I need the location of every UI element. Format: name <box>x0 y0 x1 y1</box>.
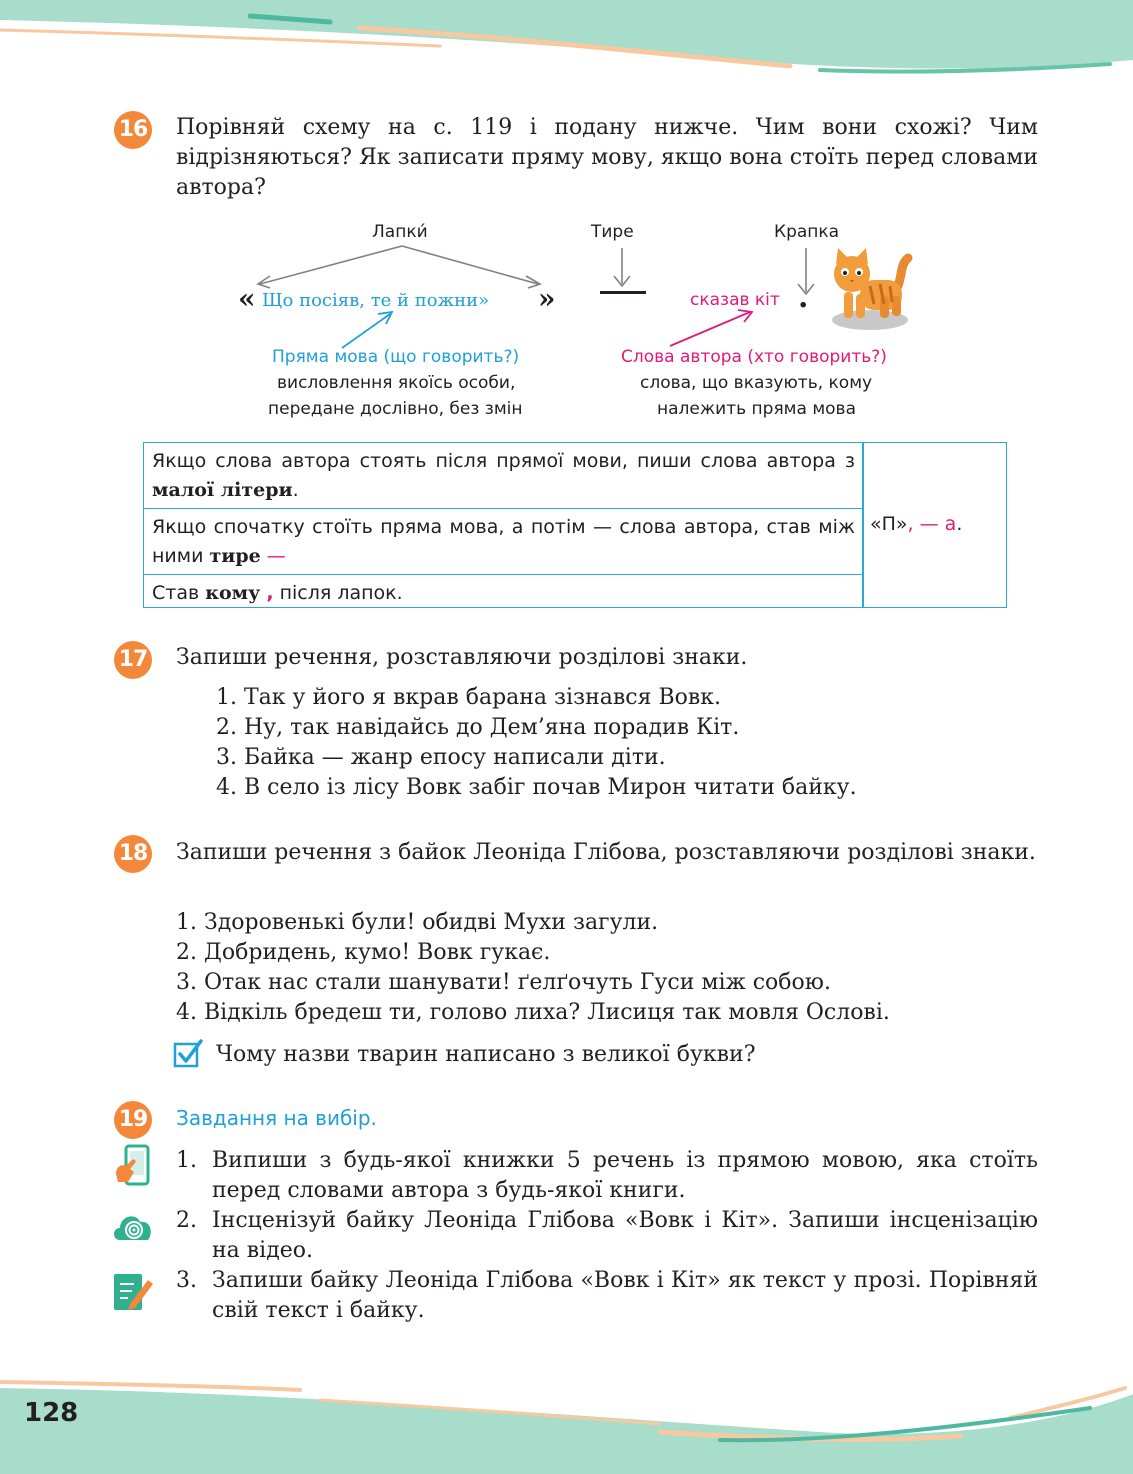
author-words-title: Слова автора (хто говорить?) <box>621 347 887 367</box>
task-19-title: Завдання на вибір. <box>176 1106 377 1130</box>
task-number-19: 19 <box>114 1101 152 1139</box>
cat-illustration <box>826 244 916 334</box>
phone-hand-icon <box>112 1144 154 1186</box>
label-dash: Тире <box>591 222 634 242</box>
author-words-example: сказав кіт <box>690 290 780 310</box>
direct-speech-desc-line2: передане дослівно, без змін <box>268 399 523 419</box>
rule-row-1: Якщо слова автора стоять після прямої мови, пиши слова автора з малої літери. <box>144 443 863 509</box>
label-quotes: Лапки́ <box>372 222 428 242</box>
task-19-item-3: 3. Запиши байку Леоніда Глібова «Вовк і Кіт» як текст у прозі. Порівняй свій текст і байку. <box>176 1268 1038 1323</box>
rule-comma-mark: , <box>266 582 274 604</box>
label-period: Крапка <box>774 222 840 242</box>
direct-speech-desc-line1: висловлення якоїсь особи, <box>277 373 516 393</box>
task-18-text: Запиши речення з байок Леоніда Глібова, розставляючи розділові знаки. <box>176 840 1036 865</box>
list-item: 2. Добридень, кумо! Вовк гукає. <box>176 940 551 965</box>
rule-bold-comma: кому <box>205 582 261 604</box>
list-item: 4. В село із лісу Вовк забіг почав Мирон читати байку. <box>216 775 857 800</box>
list-item: 4. Відкіль бредеш ти, голово лиха? Лисиця так мовля Ослові. <box>176 1000 890 1025</box>
rule-bold-dash: тире <box>209 545 261 567</box>
bottom-decorative-band <box>0 1370 1133 1474</box>
rule-row-3: Став кому , після лапок. <box>152 582 403 604</box>
task-17-list <box>216 683 857 803</box>
task-19-item-2: 2. Інсценізуй байку Леоніда Глібова «Вовк і Кіт». Запиши інсценізацію на відео. <box>176 1208 1038 1263</box>
task-16-text: Порівняй схему на с. 119 і подану нижче. Чим вони схожі? Чим відрізняються? Як записати пряму мову, якщо вона стоїть перед словами автора? <box>176 115 1038 200</box>
page-number: 128 <box>24 1398 79 1428</box>
list-item: 1. Здоровенькі були! обидві Мухи загули. <box>176 910 659 935</box>
task-number-17: 17 <box>114 641 152 679</box>
rule-row-2: Якщо спочатку стоїть пряма мова, а потім — слова автора, став між ними тире — <box>144 509 863 575</box>
top-decorative-band <box>0 0 1133 90</box>
checkbox-icon <box>172 1038 204 1070</box>
task-19-item-1: 1. Випиши з будь-якої книжки 5 речень із прямою мовою, яка стоїть перед словами автора з будь-якої книги. <box>176 1148 1038 1203</box>
open-quote-mark: « <box>238 282 256 315</box>
dash-symbol <box>600 291 646 294</box>
author-words-desc-line1: слова, що вказують, кому <box>640 373 873 393</box>
list-item: 2. Ну, так навідайсь до Дем’яна порадив Кіт. <box>216 715 740 740</box>
check-question: Чому назви тварин написано з великої букви? <box>216 1042 756 1067</box>
task-18-list <box>176 908 890 1028</box>
rules-divider <box>862 443 864 607</box>
task-number-16: 16 <box>114 111 152 149</box>
direct-speech-title: Пряма мова (що говорить?) <box>272 347 520 367</box>
list-item: 3. Отак нас стали шанувати! ґелґочуть Гуси між собою. <box>176 970 831 995</box>
close-quote-mark: » <box>538 282 556 315</box>
notepad-pencil-icon <box>112 1270 154 1314</box>
task-number-18: 18 <box>114 835 152 873</box>
rule-dash-mark: — <box>266 545 286 567</box>
list-item: 3. Байка — жанр епосу написали діти. <box>216 745 666 770</box>
rule-formula: «П», — а. <box>870 513 963 535</box>
rule-bold-lowercase: малої літери <box>152 479 293 501</box>
list-item: 1. Так у його я вкрав барана зізнався Вовк. <box>216 685 721 710</box>
cloud-fingerprint-icon <box>110 1206 156 1242</box>
author-words-desc-line2: належить пряма мова <box>657 399 856 419</box>
punctuation-rules-table <box>143 442 1007 608</box>
task-17-text: Запиши речення, розставляючи розділові знаки. <box>176 645 748 670</box>
period-symbol: . <box>798 280 809 315</box>
direct-speech-example: Що посіяв, те й пожни» <box>262 290 490 311</box>
